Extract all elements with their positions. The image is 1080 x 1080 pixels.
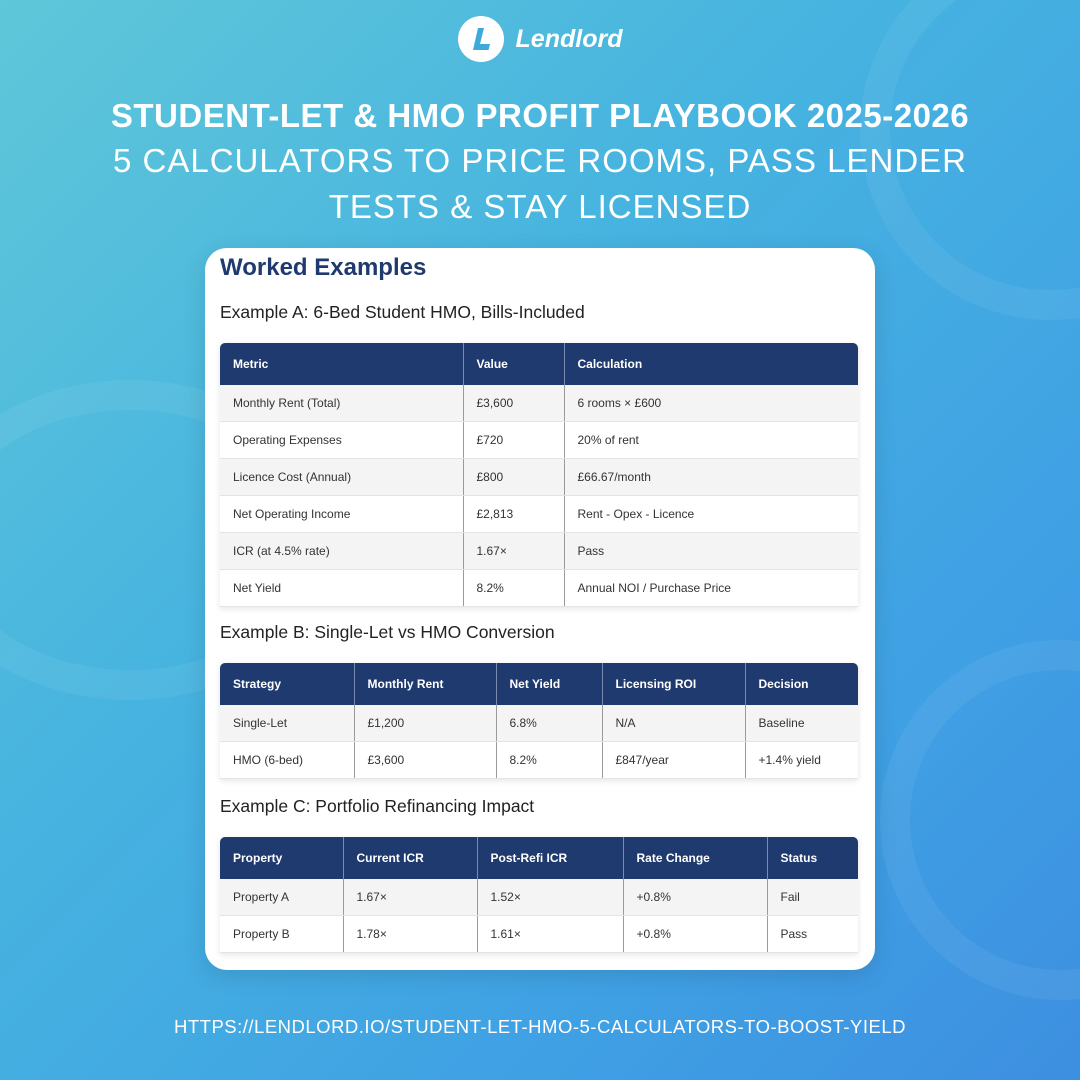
column-header: Current ICR xyxy=(343,837,477,879)
column-header: Status xyxy=(767,837,858,879)
table-cell: N/A xyxy=(602,705,745,742)
footer-url[interactable]: HTTPS://LENDLORD.IO/STUDENT-LET-HMO-5-CALCULATORS-TO-BOOST-YIELD xyxy=(173,1016,907,1037)
table-cell: 20% of rent xyxy=(564,422,858,459)
column-header: Calculation xyxy=(564,343,858,385)
headline-subtitle xyxy=(0,138,1080,230)
example-a-table xyxy=(220,343,858,607)
table-cell: 6 rooms × £600 xyxy=(564,385,858,422)
table-cell: Pass xyxy=(564,533,858,570)
table-cell: 8.2% xyxy=(496,742,602,779)
column-header: Value xyxy=(463,343,564,385)
column-header: Licensing ROI xyxy=(602,663,745,705)
column-header: Decision xyxy=(745,663,858,705)
table-cell: £847/year xyxy=(602,742,745,779)
table-cell: Pass xyxy=(767,916,858,953)
table-row xyxy=(220,496,858,533)
table-header-row xyxy=(220,663,858,705)
table-row xyxy=(220,916,858,953)
table-cell: £800 xyxy=(463,459,564,496)
table-cell: 1.52× xyxy=(477,879,623,916)
example-b-table xyxy=(220,663,858,779)
table-cell: £66.67/month xyxy=(564,459,858,496)
headline-title: STUDENT-LET & HMO PROFIT PLAYBOOK 2025-2026 xyxy=(110,97,970,134)
table-cell: £1,200 xyxy=(354,705,496,742)
column-header: Metric xyxy=(220,343,463,385)
table-cell: Monthly Rent (Total) xyxy=(220,385,463,422)
table-cell: Property B xyxy=(220,916,343,953)
table-cell: £3,600 xyxy=(463,385,564,422)
table-cell: HMO (6-bed) xyxy=(220,742,354,779)
headline xyxy=(0,96,1080,230)
table-row xyxy=(220,422,858,459)
column-header: Post-Refi ICR xyxy=(477,837,623,879)
table-cell: 1.61× xyxy=(477,916,623,953)
deco-ring xyxy=(880,640,1080,1000)
table-cell: +0.8% xyxy=(623,879,767,916)
column-header: Strategy xyxy=(220,663,354,705)
table-cell: £2,813 xyxy=(463,496,564,533)
table-cell: £3,600 xyxy=(354,742,496,779)
headline-subtitle-line2: TESTS & STAY LICENSED xyxy=(328,188,752,225)
example-b-title: Example B: Single-Let vs HMO Conversion xyxy=(220,622,555,642)
brand-header xyxy=(0,16,1080,62)
table-row xyxy=(220,385,858,422)
worked-examples-card xyxy=(205,248,875,970)
column-header: Monthly Rent xyxy=(354,663,496,705)
table-header-row xyxy=(220,343,858,385)
column-header: Property xyxy=(220,837,343,879)
logo-l-icon xyxy=(466,24,496,54)
table-cell: £720 xyxy=(463,422,564,459)
table-cell: Single-Let xyxy=(220,705,354,742)
headline-subtitle-line1: 5 CALCULATORS TO PRICE ROOMS, PASS LENDER xyxy=(113,142,967,179)
table-cell: Net Operating Income xyxy=(220,496,463,533)
table-cell: Property A xyxy=(220,879,343,916)
table-row xyxy=(220,879,858,916)
table-cell: 6.8% xyxy=(496,705,602,742)
table-cell: 1.78× xyxy=(343,916,477,953)
table-cell: Fail xyxy=(767,879,858,916)
example-c-title: Example C: Portfolio Refinancing Impact xyxy=(220,796,535,816)
table-row xyxy=(220,742,858,779)
table-cell: Rent - Opex - Licence xyxy=(564,496,858,533)
table-cell: Net Yield xyxy=(220,570,463,607)
table-cell: Baseline xyxy=(745,705,858,742)
table-cell: 1.67× xyxy=(343,879,477,916)
table-row xyxy=(220,705,858,742)
table-header-row xyxy=(220,837,858,879)
table-cell: 1.67× xyxy=(463,533,564,570)
table-cell: +0.8% xyxy=(623,916,767,953)
column-header: Rate Change xyxy=(623,837,767,879)
table-cell: Licence Cost (Annual) xyxy=(220,459,463,496)
table-cell: +1.4% yield xyxy=(745,742,858,779)
table-cell: Annual NOI / Purchase Price xyxy=(564,570,858,607)
card-title: Worked Examples xyxy=(220,254,427,281)
brand-name: Lendlord xyxy=(515,24,623,53)
table-row xyxy=(220,570,858,607)
lendlord-logo-icon xyxy=(458,16,504,62)
table-cell: 8.2% xyxy=(463,570,564,607)
example-a-title: Example A: 6-Bed Student HMO, Bills-Included xyxy=(220,302,585,322)
table-row xyxy=(220,459,858,496)
table-row xyxy=(220,533,858,570)
column-header: Net Yield xyxy=(496,663,602,705)
table-cell: ICR (at 4.5% rate) xyxy=(220,533,463,570)
table-cell: Operating Expenses xyxy=(220,422,463,459)
example-c-table xyxy=(220,837,858,953)
